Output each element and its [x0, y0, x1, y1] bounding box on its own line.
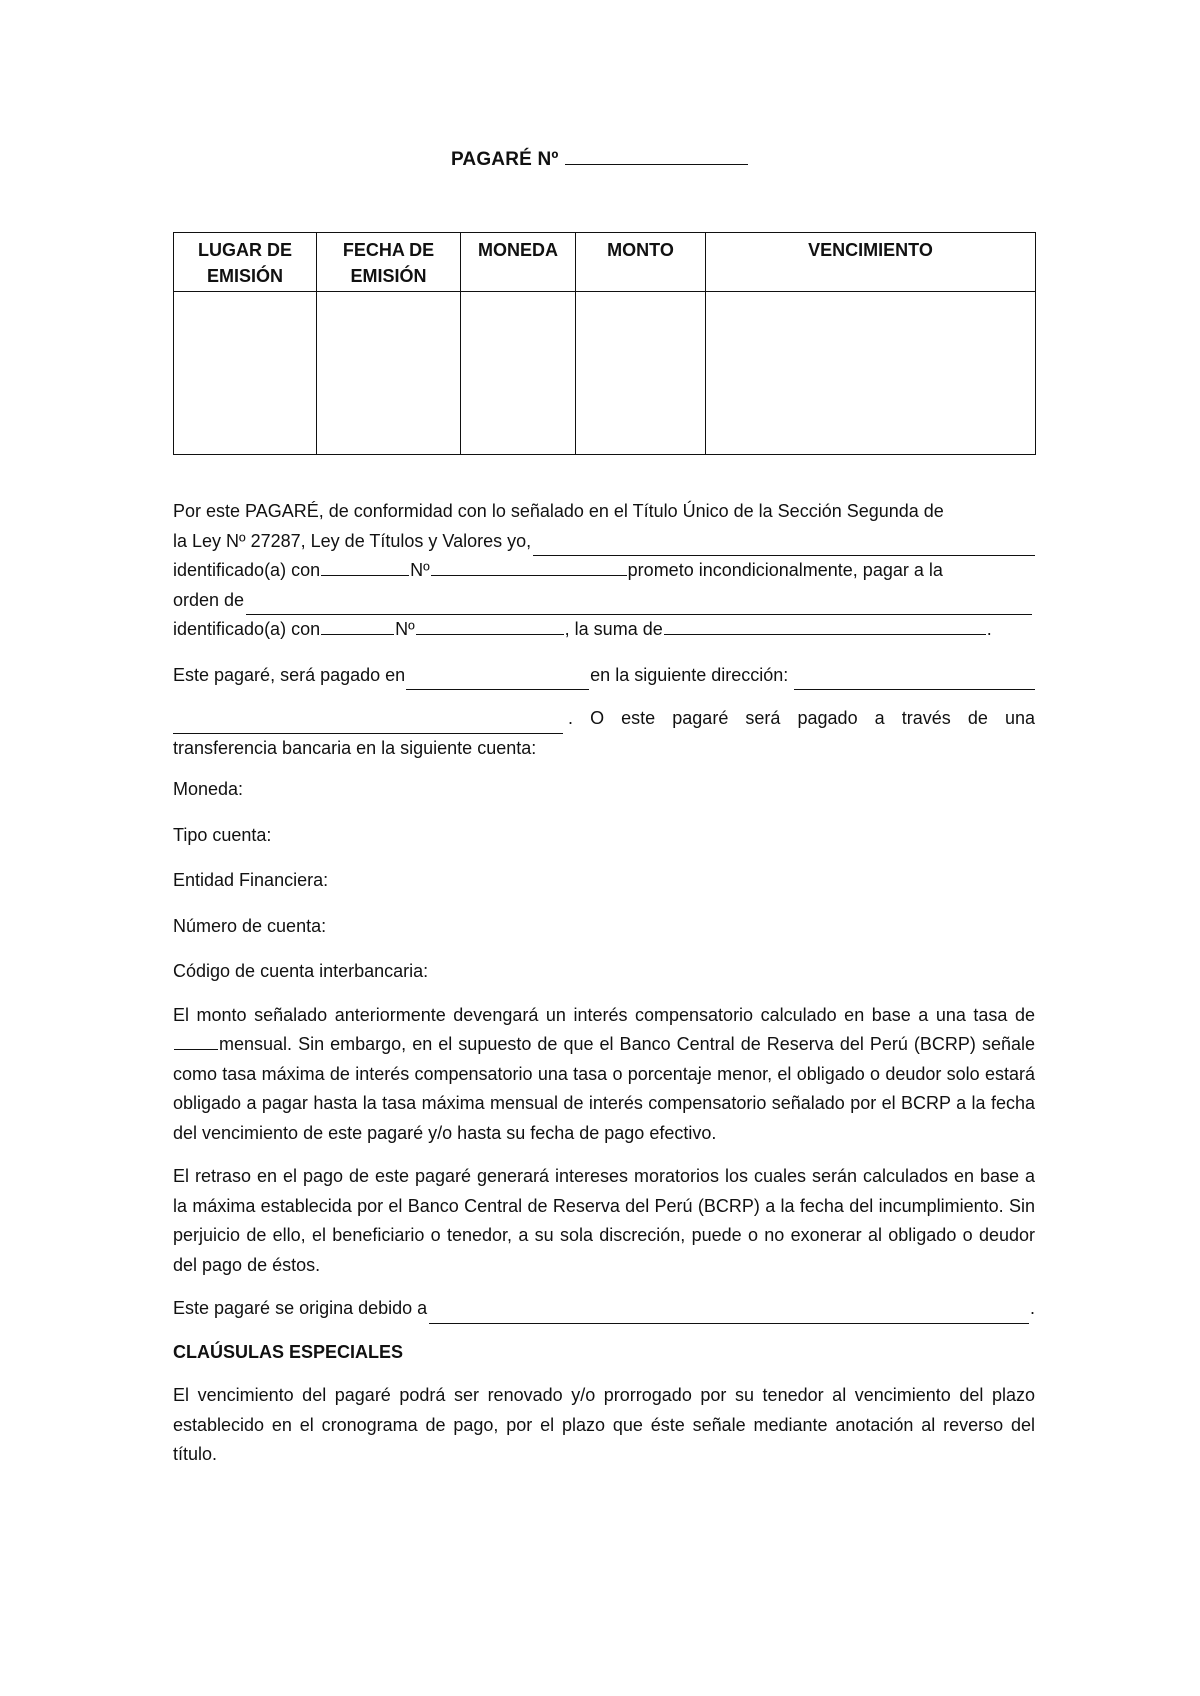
creditor-id-number-blank	[416, 617, 564, 635]
field-moneda: Moneda:	[173, 779, 244, 799]
declaration-line-5	[173, 615, 1035, 645]
origin-period: .	[1029, 1298, 1035, 1318]
special-clauses-heading: CLAÚSULAS ESPECIALES	[173, 1341, 404, 1362]
header-vencimiento: VENCIMIENTO	[706, 233, 1036, 292]
creditor-name-blank	[246, 594, 1032, 615]
paragraph-declaration	[173, 497, 1035, 645]
special-clauses-text: El vencimiento del pagaré podrá ser renovado y/o prorrogado por su tenedor al vencimiento del plazo establecido en el cronograma de pago, por el plazo que éste señale mediante anotación al reverso del título.	[173, 1385, 1035, 1464]
payment-place-label: Este pagaré, será pagado en	[173, 664, 406, 685]
table-header-row	[174, 233, 1036, 292]
debtor-id-type-blank	[321, 558, 409, 576]
paragraph-interest	[173, 1001, 1035, 1149]
page-title	[0, 146, 1200, 171]
cell-monto	[576, 292, 706, 455]
pagare-number-blank	[565, 146, 748, 165]
sum-blank	[664, 617, 986, 635]
address-continuation-line	[173, 704, 1035, 734]
header-moneda: MONEDA	[461, 233, 576, 292]
cell-vencimiento	[706, 292, 1036, 455]
transfer-text: . O este pagaré será pagado a través de una	[568, 708, 1035, 728]
origin-blank	[429, 1303, 1029, 1324]
sum-label: , la suma de	[564, 619, 663, 639]
id-number-label: Nº	[410, 560, 430, 580]
paragraph-late-interest: El retraso en el pago de este pagaré generará intereses moratorios los cuales serán calculados en base a la máxima establecida por el Banco Central de Reserva del Perú (BCRP) a la fecha del incumplimiento. Sin perjuicio de ello, el beneficiario o tenedor, a su sola discreción, puede o no exonerar al obligado o deudor del pago de éstos.	[173, 1166, 1035, 1275]
declaration-line-2	[173, 527, 1035, 557]
cell-moneda	[461, 292, 576, 455]
declaration-line-2-text: la Ley Nº 27287, Ley de Títulos y Valores yo,	[173, 530, 532, 551]
order-of-label: orden de	[173, 589, 245, 610]
interest-text-b: mensual. Sin embargo, en el supuesto de que el Banco Central de Reserva del Perú (BCRP) señale como tasa máxima de interés compensatorio una tasa o porcentaje menor, el obligado o deudor solo estará obligado a pagar hasta la tasa máxima mensual de interés compensatorio señalado por el BCRP a la fecha del vencimiento de este pagaré y/o hasta su fecha de pago efectivo.	[173, 1034, 1035, 1143]
creditor-id-type-blank	[321, 617, 394, 635]
debtor-name-blank	[533, 535, 1035, 556]
cell-fecha-emision	[317, 292, 461, 455]
declaration-line-1: Por este PAGARÉ, de conformidad con lo señalado en el Título Único de la Sección Segunda de	[173, 501, 944, 521]
address-blank	[794, 669, 1035, 690]
transfer-line-2: transferencia bancaria en la siguiente cuenta:	[173, 737, 537, 758]
field-tipo-cuenta: Tipo cuenta:	[173, 824, 272, 845]
header-monto: MONTO	[576, 233, 706, 292]
creditor-id-label: identificado(a) con	[173, 619, 321, 639]
period: .	[986, 619, 992, 639]
address-label: en la siguiente dirección:	[590, 664, 789, 685]
header-lugar-emision: LUGAR DE EMISIÓN	[174, 233, 317, 292]
declaration-line-4	[173, 586, 1035, 616]
address-continuation-blank	[173, 716, 563, 734]
rate-blank	[174, 1032, 218, 1050]
document-body	[173, 497, 1035, 1486]
declaration-line-3	[173, 556, 1035, 586]
title-label: PAGARÉ Nº	[450, 149, 559, 170]
origin-label: Este pagaré se origina debido a	[173, 1298, 428, 1318]
payment-place-blank	[406, 672, 589, 690]
payment-place-line	[173, 661, 1035, 691]
promise-text: prometo incondicionalmente, pagar a la	[627, 560, 943, 580]
table-row	[174, 292, 1036, 455]
id-label: identificado(a) con	[173, 560, 321, 580]
creditor-id-number-label: Nº	[395, 619, 415, 639]
paragraph-payment-place	[173, 661, 1035, 764]
field-codigo-interbancario: Código de cuenta interbancaria:	[173, 961, 429, 981]
debtor-id-number-blank	[431, 558, 627, 576]
field-numero-cuenta: Número de cuenta:	[173, 915, 327, 936]
header-fecha-emision: FECHA DE EMISIÓN	[317, 233, 461, 292]
issuance-table	[173, 232, 1036, 455]
paragraph-origin	[173, 1294, 1035, 1324]
cell-lugar-emision	[174, 292, 317, 455]
field-entidad-financiera: Entidad Financiera:	[173, 870, 329, 890]
interest-text-a: El monto señalado anteriormente devengará un interés compensatorio calculado en base a una tasa de	[173, 1004, 1035, 1025]
